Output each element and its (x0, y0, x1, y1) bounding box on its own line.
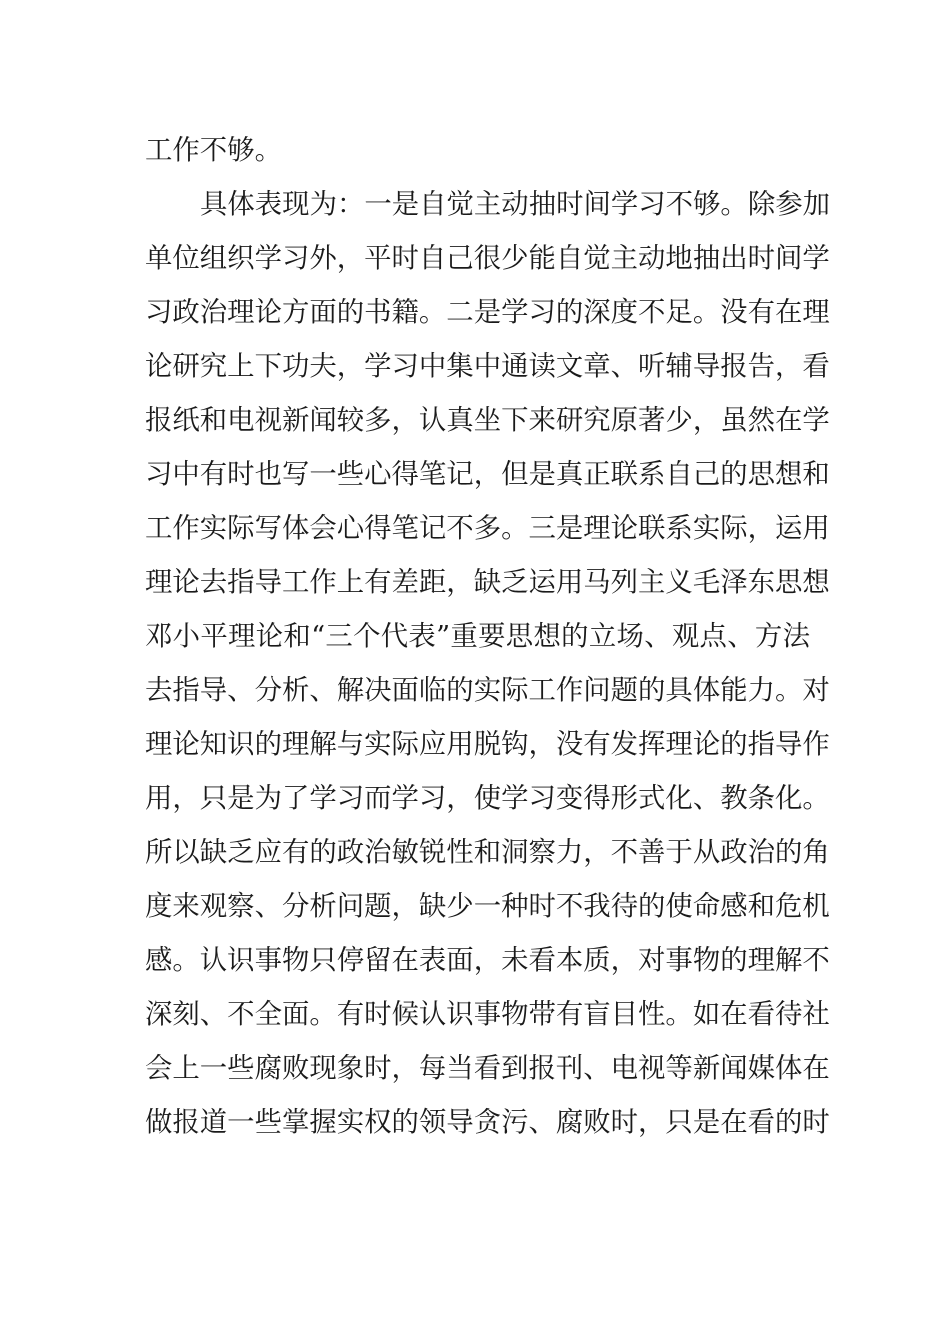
text-line: 习政治理论方面的书籍。二是学习的深度不足。没有在理 (145, 297, 830, 328)
text-line: 深刻、不全面。有时候认识事物带有盲目性。如在看待社 (145, 999, 830, 1030)
text-line: 理论去指导工作上有差距，缺乏运用马列主义毛泽东思想 (145, 567, 830, 598)
text-line: 具体表现为：一是自觉主动抽时间学习不够。除参加 (200, 189, 830, 220)
text-line: 邓小平理论和“三个代表”重要思想的立场、观点、方法 (145, 621, 810, 652)
text-line: 单位组织学习外，平时自己很少能自觉主动地抽出时间学 (145, 243, 830, 274)
text-line: 理论知识的理解与实际应用脱钩，没有发挥理论的指导作 (145, 729, 830, 760)
text-line: 去指导、分析、解决面临的实际工作问题的具体能力。对 (145, 675, 830, 706)
text-line: 工作不够。 (145, 135, 282, 166)
text-line: 论研究上下功夫，学习中集中通读文章、听辅导报告，看 (145, 351, 830, 382)
text-line: 度来观察、分析问题，缺少一种时不我待的使命感和危机 (145, 891, 830, 922)
text-line: 做报道一些掌握实权的领导贪污、腐败时，只是在看的时 (145, 1107, 830, 1138)
text-line: 习中有时也写一些心得笔记，但是真正联系自己的思想和 (145, 459, 830, 490)
text-line: 感。认识事物只停留在表面，未看本质，对事物的理解不 (145, 945, 830, 976)
body-text (145, 124, 830, 1150)
text-line: 用，只是为了学习而学习，使学习变得形式化、教条化。 (145, 783, 830, 814)
text-line: 所以缺乏应有的政治敏锐性和洞察力，不善于从政治的角 (145, 837, 830, 868)
text-line: 报纸和电视新闻较多，认真坐下来研究原著少，虽然在学 (145, 405, 830, 436)
text-line: 工作实际写体会心得笔记不多。三是理论联系实际，运用 (145, 513, 830, 544)
text-line: 会上一些腐败现象时，每当看到报刊、电视等新闻媒体在 (145, 1053, 830, 1084)
